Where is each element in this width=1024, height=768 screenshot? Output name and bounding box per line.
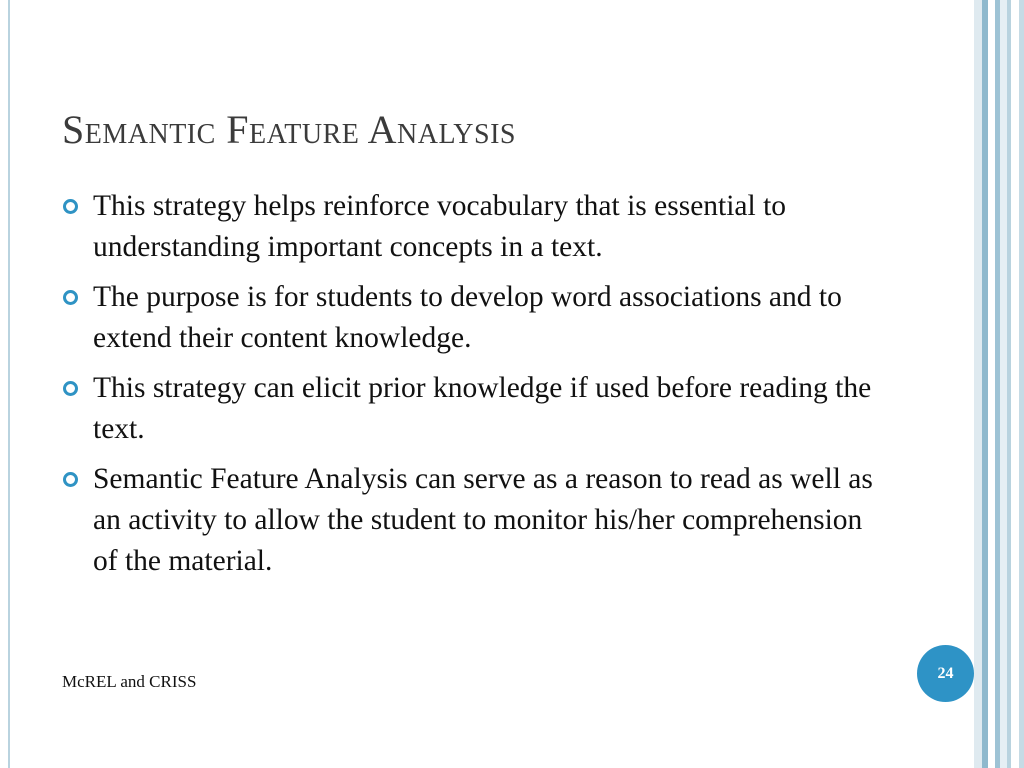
stripe [1011,0,1019,768]
bullet-text: The purpose is for students to develop word associations and to extend their content knowledge. [93,281,842,354]
bullet-text: Semantic Feature Analysis can serve as a reason to read as well as an activity to allow the student to monitor his/her comprehension of the material. [93,463,873,577]
stripe [1019,0,1024,768]
bullet-icon [63,472,78,487]
slide-title: Semantic Feature Analysis [62,107,516,152]
right-decorative-stripes [974,0,1024,768]
page-number-badge [917,645,974,702]
bullet-text: This strategy helps reinforce vocabulary that is essential to understanding important concepts in a text. [93,190,787,263]
bullet-icon [63,381,78,396]
bullet-item [62,368,892,450]
bullet-text: This strategy can elicit prior knowledge if used before reading the text. [93,372,872,445]
stripe [1000,0,1007,768]
page-number: 24 [937,664,954,682]
bullet-list [62,186,892,591]
bullet-icon [63,290,78,305]
bullet-item [62,459,892,582]
footer-source: McREL and CRISS [62,672,197,691]
bullet-item [62,277,892,359]
stripe [988,0,995,768]
stripe [974,0,982,768]
left-border-line [8,0,10,768]
bullet-icon [63,199,78,214]
bullet-item [62,186,892,268]
